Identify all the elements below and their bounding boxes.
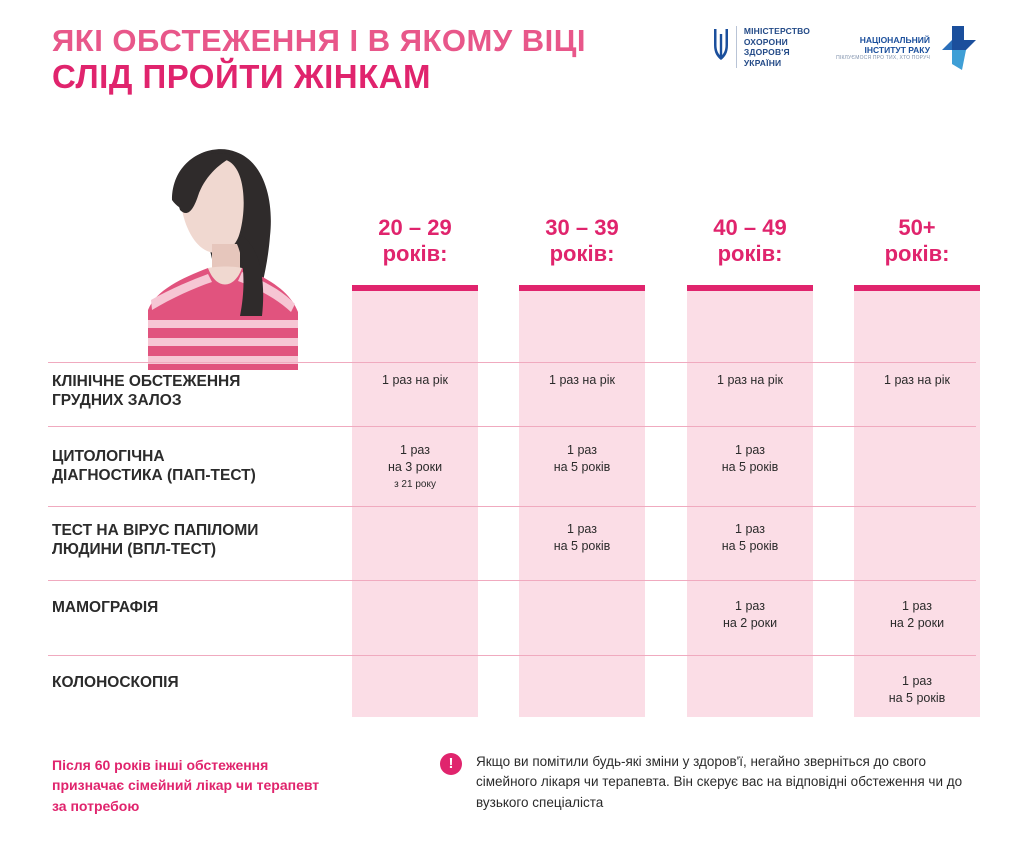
table-cell-r3-c3 xyxy=(854,598,980,632)
row-label-line-1: ТЕСТ НА ВІРУС ПАПІЛОМИ xyxy=(52,522,259,539)
cell-note: з 21 року xyxy=(394,478,436,490)
cell-main: 1 раз на рік xyxy=(717,373,783,387)
column-band-40-49 xyxy=(687,285,813,717)
column-header-age-30-39: 30 – 39 xyxy=(545,215,619,240)
header xyxy=(0,0,1024,130)
column-header-30-39 xyxy=(519,215,645,268)
exclamation-icon: ! xyxy=(440,753,462,775)
table-row-label-hpv-test xyxy=(52,521,342,560)
table-cell-r0-c3 xyxy=(854,372,980,389)
page-title-line-2: СЛІД ПРОЙТИ ЖІНКАМ xyxy=(52,57,432,95)
logo-ministry-of-health xyxy=(713,26,810,69)
row-label-line-2: ЛЮДИНИ (ВПЛ-ТЕСТ) xyxy=(52,541,217,559)
table-row-label-colonoscopy xyxy=(52,673,342,692)
table-row-label-clinical-breast-exam xyxy=(52,372,342,411)
table-cell-r0-c2 xyxy=(687,372,813,389)
column-header-age-40-49: 40 – 49 xyxy=(713,215,787,240)
column-header-age-50plus: 50+ xyxy=(898,215,936,240)
table-row-label-mammography xyxy=(52,598,342,617)
row-label-line-2: ДІАГНОСТИКА (ПАП-ТЕСТ) xyxy=(52,467,256,485)
ministry-name-line-1: МІНІСТЕРСТВО xyxy=(743,26,811,36)
column-header-unit-40-49: років: xyxy=(717,241,783,267)
cell-second: на 3 роки xyxy=(387,459,443,474)
cell-main: 1 раз xyxy=(902,599,932,613)
institute-name-line-1: НАЦІОНАЛЬНИЙ xyxy=(859,34,930,45)
cell-second: на 5 років xyxy=(888,690,946,705)
row-label-line-1: МАМОГРАФІЯ xyxy=(52,599,159,616)
institute-tagline: ПІКЛУЄМОСЯ ПРО ТИХ, ХТО ПОРУЧ xyxy=(836,55,930,62)
table-cell-r0-c0 xyxy=(352,372,478,389)
column-band-20-29 xyxy=(352,285,478,717)
table-cell-r2-c1 xyxy=(519,521,645,555)
cell-second: на 5 років xyxy=(721,459,779,474)
cell-main: 1 раз xyxy=(400,443,430,457)
column-header-40-49 xyxy=(687,215,813,268)
footer-left-line-3: за потребою xyxy=(52,797,140,814)
column-header-age-20-29: 20 – 29 xyxy=(378,215,452,240)
cell-main: 1 раз xyxy=(735,599,765,613)
logos xyxy=(713,26,976,70)
table-cell-r1-c2 xyxy=(687,442,813,476)
column-cap-50plus xyxy=(854,285,980,291)
cell-main: 1 раз xyxy=(735,522,765,536)
table-cell-r4-c3 xyxy=(854,673,980,707)
table-cell-r1-c0 xyxy=(352,442,478,491)
row-label-line-1: КЛІНІЧНЕ ОБСТЕЖЕННЯ xyxy=(52,373,241,390)
row-separator-2 xyxy=(48,506,976,507)
row-separator-1 xyxy=(48,426,976,427)
table-row-label-cytology-pap-test xyxy=(52,447,342,486)
cell-main: 1 раз на рік xyxy=(382,373,448,387)
ministry-name-line-2: ОХОРОНИ xyxy=(743,36,788,47)
column-header-20-29 xyxy=(352,215,478,268)
ministry-name xyxy=(744,26,810,69)
page-title xyxy=(52,24,732,96)
table-cell-r1-c1 xyxy=(519,442,645,476)
cross-mark-icon xyxy=(936,26,976,70)
column-cap-20-29 xyxy=(352,285,478,291)
institute-name-line-2: ІНСТИТУТ РАКУ xyxy=(864,45,930,55)
column-header-unit-20-29: років: xyxy=(382,241,448,267)
column-cap-30-39 xyxy=(519,285,645,291)
column-cap-40-49 xyxy=(687,285,813,291)
cell-main: 1 раз xyxy=(567,443,597,457)
footer-note-left xyxy=(52,755,412,816)
cell-second: на 5 років xyxy=(553,459,611,474)
cell-main: 1 раз на рік xyxy=(549,373,615,387)
row-separator-3 xyxy=(48,580,976,581)
cell-second: на 5 років xyxy=(721,538,779,553)
institute-name xyxy=(836,35,930,61)
footer-left-line-1: Після 60 років інші обстеження xyxy=(52,757,269,773)
footer-left-line-2: призначає сімейний лікар чи терапевт xyxy=(52,777,320,794)
column-header-50plus xyxy=(854,215,980,268)
cell-main: 1 раз на рік xyxy=(884,373,950,387)
table-cell-r0-c1 xyxy=(519,372,645,389)
cell-second: на 2 роки xyxy=(889,615,945,630)
row-label-line-1: ЦИТОЛОГІЧНА xyxy=(52,448,165,465)
logo-national-cancer-institute xyxy=(836,26,976,70)
ministry-name-line-3: ЗДОРОВ'Я xyxy=(743,47,790,58)
cell-main: 1 раз xyxy=(735,443,765,457)
page-title-line-1: ЯКІ ОБСТЕЖЕННЯ І В ЯКОМУ ВІЦІ xyxy=(52,23,587,58)
column-band-30-39 xyxy=(519,285,645,717)
table-cell-r3-c2 xyxy=(687,598,813,632)
footer-note-right xyxy=(440,752,985,813)
column-header-unit-30-39: років: xyxy=(549,241,615,267)
ministry-name-line-4: УКРАЇНИ xyxy=(743,58,782,69)
row-label-line-2: ГРУДНИХ ЗАЛОЗ xyxy=(52,392,182,410)
cell-main: 1 раз xyxy=(567,522,597,536)
row-separator-4 xyxy=(48,655,976,656)
footer-right-text: Якщо ви помітили будь-які зміни у здоров'ї, негайно зверніться до свого сімейного лікаря чи терапевта. Він скерує вас на відповідні обстеження чи до вузького спеціаліста xyxy=(476,754,963,810)
column-band-50plus xyxy=(854,285,980,717)
column-header-unit-50plus: років: xyxy=(884,241,950,267)
screening-table xyxy=(0,190,1024,725)
cell-main: 1 раз xyxy=(902,674,932,688)
cell-second: на 5 років xyxy=(553,538,611,553)
table-cell-r2-c2 xyxy=(687,521,813,555)
logo-divider xyxy=(736,26,737,68)
cell-second: на 2 роки xyxy=(722,615,778,630)
trident-icon xyxy=(713,27,729,67)
row-separator-top xyxy=(48,362,976,363)
row-label-line-1: КОЛОНОСКОПІЯ xyxy=(52,674,179,691)
